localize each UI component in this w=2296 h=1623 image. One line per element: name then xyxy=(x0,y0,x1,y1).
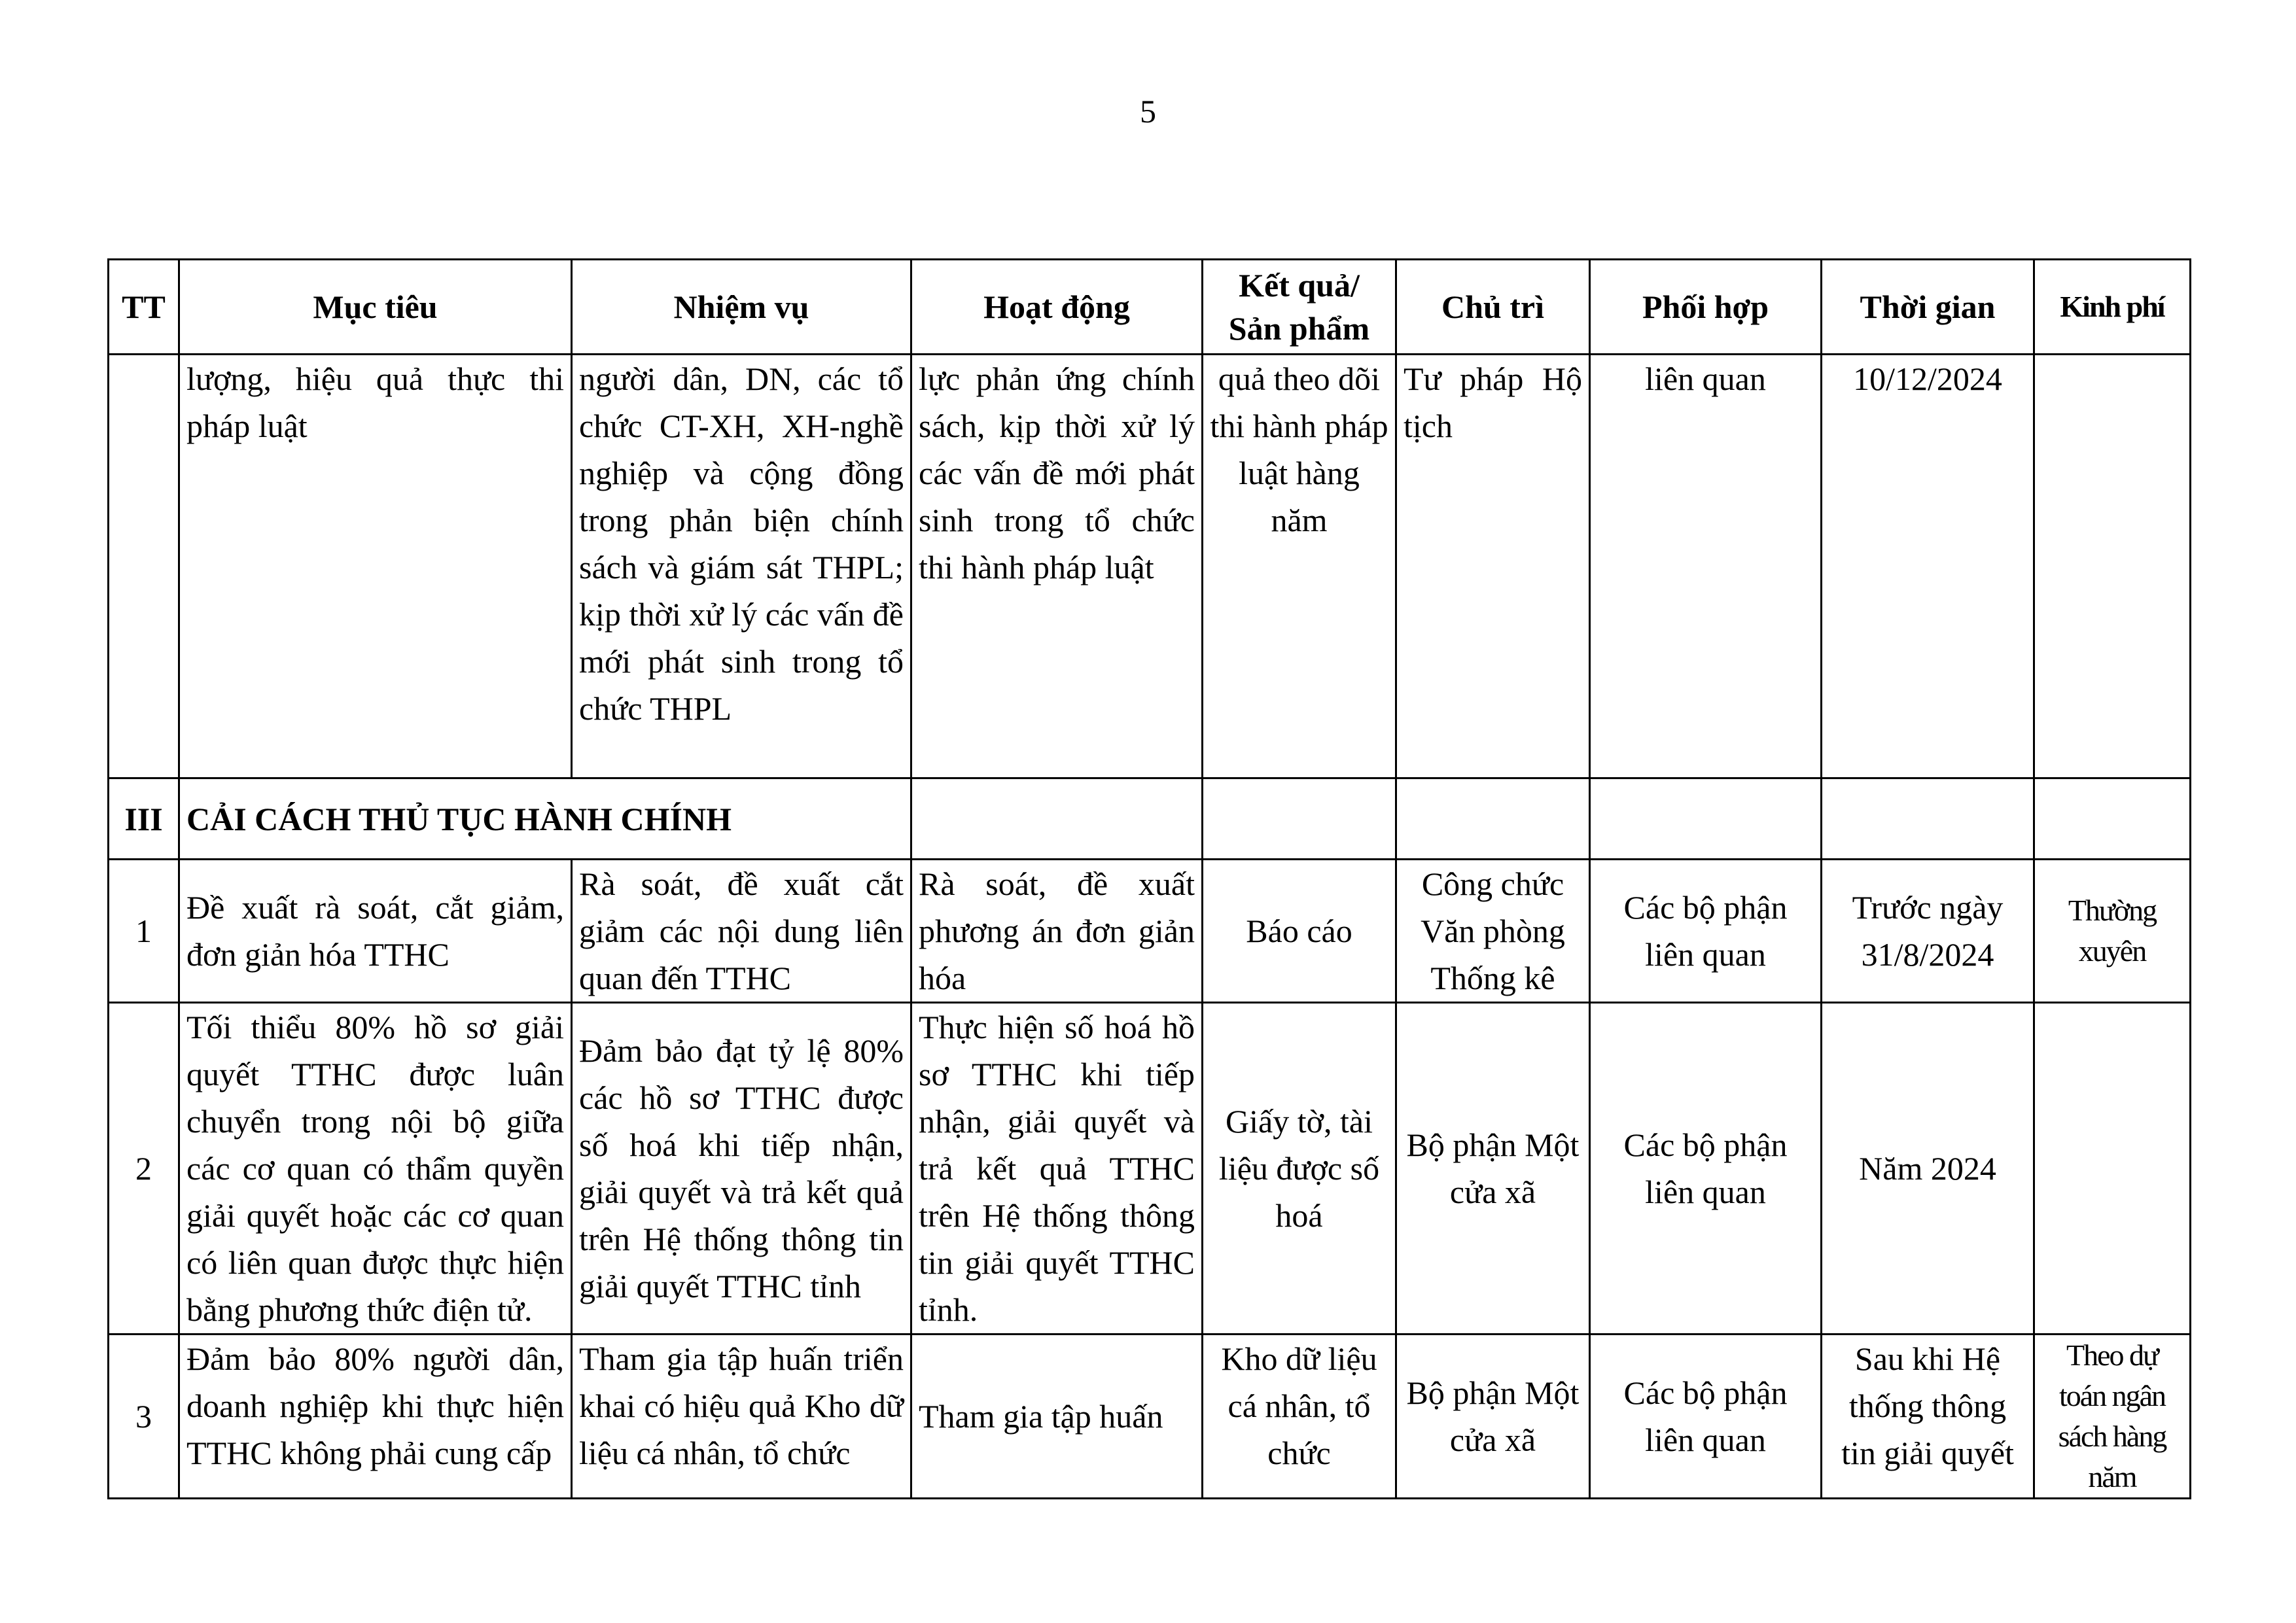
cell-tt: 2 xyxy=(109,1003,179,1335)
header-chu-tri: Chủ trì xyxy=(1396,260,1590,355)
cell-chu-tri: Tư pháp Hộ tịch xyxy=(1396,355,1590,778)
cell-tt: 3 xyxy=(109,1335,179,1499)
header-muc-tieu: Mục tiêu xyxy=(179,260,572,355)
header-thoi-gian: Thời gian xyxy=(1822,260,2034,355)
table-row-continuation xyxy=(109,355,2191,778)
cell-chu-tri: Bộ phận Một cửa xã xyxy=(1396,1335,1590,1499)
cell-thoi-gian: Năm 2024 xyxy=(1822,1003,2034,1335)
section-empty-cell xyxy=(1203,778,1396,860)
cell-muc-tieu: Đảm bảo 80% người dân, doanh nghiệp khi thực hiện TTHC không phải cung cấp xyxy=(179,1335,572,1499)
cell-muc-tieu: Đề xuất rà soát, cắt giảm, đơn giản hóa TTHC xyxy=(179,860,572,1003)
cell-ket-qua: quả theo dõi thi hành pháp luật hàng năm xyxy=(1203,355,1396,778)
cell-thoi-gian: Sau khi Hệ thống thông tin giải quyết xyxy=(1822,1335,2034,1499)
cell-nhiem-vu: Tham gia tập huấn triển khai có hiệu quả Kho dữ liệu cá nhân, tổ chức xyxy=(572,1335,911,1499)
table-row xyxy=(109,860,2191,1003)
cell-kinh-phi xyxy=(2034,355,2191,778)
cell-kinh-phi xyxy=(2034,1003,2191,1335)
cell-tt xyxy=(109,355,179,778)
cell-phoi-hop: liên quan xyxy=(1590,355,1822,778)
section-empty-cell xyxy=(1822,778,2034,860)
section-number: III xyxy=(109,778,179,860)
cell-kinh-phi: Theo dự toán ngân sách hàng năm xyxy=(2034,1335,2191,1499)
section-empty-cell xyxy=(1590,778,1822,860)
cell-hoat-dong: Thực hiện số hoá hồ sơ TTHC khi tiếp nhận, giải quyết và trả kết quả TTHC trên Hệ thống thông tin giải quyết TTHC tỉnh. xyxy=(911,1003,1203,1335)
cell-nhiem-vu: Rà soát, đề xuất cắt giảm các nội dung liên quan đến TTHC xyxy=(572,860,911,1003)
header-tt: TT xyxy=(109,260,179,355)
cell-kinh-phi: Thường xuyên xyxy=(2034,860,2191,1003)
cell-phoi-hop: Các bộ phận liên quan xyxy=(1590,1003,1822,1335)
cell-ket-qua: Kho dữ liệu cá nhân, tổ chức xyxy=(1203,1335,1396,1499)
cell-hoat-dong: Tham gia tập huấn xyxy=(911,1335,1203,1499)
header-row xyxy=(109,260,2191,355)
cell-phoi-hop: Các bộ phận liên quan xyxy=(1590,1335,1822,1499)
cell-chu-tri: Bộ phận Một cửa xã xyxy=(1396,1003,1590,1335)
cell-hoat-dong: lực phản ứng chính sách, kịp thời xử lý các vấn đề mới phát sinh trong tổ chức thi hành pháp luật xyxy=(911,355,1203,778)
table-row xyxy=(109,1003,2191,1335)
cell-phoi-hop: Các bộ phận liên quan xyxy=(1590,860,1822,1003)
cell-ket-qua: Giấy tờ, tài liệu được số hoá xyxy=(1203,1003,1396,1335)
section-empty-cell xyxy=(911,778,1203,860)
cell-chu-tri: Công chức Văn phòng Thống kê xyxy=(1396,860,1590,1003)
cell-ket-qua: Báo cáo xyxy=(1203,860,1396,1003)
cell-thoi-gian: 10/12/2024 xyxy=(1822,355,2034,778)
section-empty-cell xyxy=(2034,778,2191,860)
cell-thoi-gian: Trước ngày 31/8/2024 xyxy=(1822,860,2034,1003)
action-plan-table xyxy=(107,258,2191,1499)
cell-hoat-dong: Rà soát, đề xuất phương án đơn giản hóa xyxy=(911,860,1203,1003)
header-nhiem-vu: Nhiệm vụ xyxy=(572,260,911,355)
header-kinh-phi: Kinh phí xyxy=(2034,260,2191,355)
cell-muc-tieu: lượng, hiệu quả thực thi pháp luật xyxy=(179,355,572,778)
header-phoi-hop: Phối hợp xyxy=(1590,260,1822,355)
page-number: 5 xyxy=(1140,93,1156,130)
table-row xyxy=(109,1335,2191,1499)
cell-nhiem-vu: người dân, DN, các tổ chức CT-XH, XH-nghề nghiệp và cộng đồng trong phản biện chính sách và giám sát THPL; kịp thời xử lý các vấn đề mới phát sinh trong tổ chức THPL xyxy=(572,355,911,778)
section-title: CẢI CÁCH THỦ TỤC HÀNH CHÍNH xyxy=(179,778,911,860)
cell-nhiem-vu: Đảm bảo đạt tỷ lệ 80% các hồ sơ TTHC được số hoá khi tiếp nhận, giải quyết và trả kết quả trên Hệ thống thông tin giải quyết TTHC tỉnh xyxy=(572,1003,911,1335)
cell-muc-tieu: Tối thiểu 80% hồ sơ giải quyết TTHC được luân chuyển trong nội bộ giữa các cơ quan có thẩm quyền giải quyết hoặc các cơ quan có liên quan được thực hiện bằng phương thức điện tử. xyxy=(179,1003,572,1335)
section-row xyxy=(109,778,2191,860)
header-hoat-dong: Hoạt động xyxy=(911,260,1203,355)
section-empty-cell xyxy=(1396,778,1590,860)
cell-tt: 1 xyxy=(109,860,179,1003)
header-ket-qua: Kết quả/ Sản phẩm xyxy=(1203,260,1396,355)
